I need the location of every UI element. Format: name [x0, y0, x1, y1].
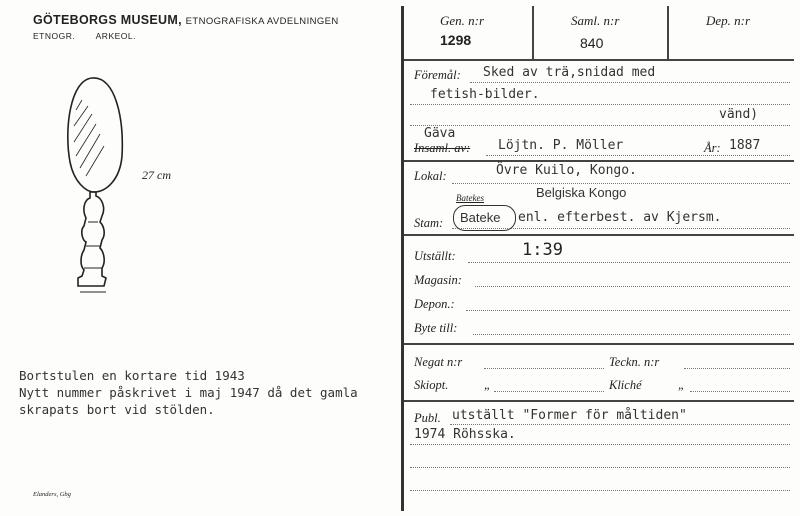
stam-label: Stam: [414, 216, 444, 230]
publ-label: Publ. [414, 411, 441, 425]
header-sep-1 [532, 6, 534, 59]
publ-value-1: utställt "Former för måltiden" [452, 408, 687, 423]
dep-label: Dep. n:r [706, 13, 751, 28]
note-line-2: Nytt nummer påskrivet i maj 1947 då det gamla [19, 385, 358, 400]
section-arkeol: ARKEOL. [95, 31, 136, 41]
publ-value-2: 1974 Röhsska. [414, 427, 516, 442]
section-etnogr: ETNOGR. [33, 31, 76, 41]
header-sep-2 [667, 6, 669, 59]
card-divider [401, 6, 404, 511]
stam-value: Bateke [460, 210, 501, 225]
saml-label: Saml. n:r [571, 13, 620, 28]
foremal-value-2: fetish-bilder. [430, 87, 540, 102]
magasin-label: Magasin: [414, 273, 462, 287]
spoon-handle-figure [78, 192, 106, 286]
insaml-label: Insaml. av: [414, 141, 471, 155]
utstallt-value: 1:39 [522, 240, 563, 260]
spoon-drawing [60, 70, 170, 300]
saml-value: 840 [580, 35, 604, 51]
foremal-label: Föremål: [414, 68, 461, 82]
size-note: 27 cm [142, 168, 171, 182]
teckn-label: Teckn. n:r [609, 355, 660, 369]
foremal-value-1: Sked av trä,snidad med [483, 65, 656, 80]
spoon-bowl [68, 78, 122, 192]
kliche-ditto: „ [678, 378, 685, 392]
note-line-3: skrapats bort vid stölden. [19, 402, 215, 417]
header-rule [404, 59, 794, 61]
depon-label: Depon.: [414, 297, 455, 311]
insaml-gava: Gäva [424, 126, 456, 141]
museum-title [33, 13, 339, 27]
stam-handwritten: Batekes [456, 193, 484, 203]
ar-value: 1887 [729, 138, 761, 153]
negat-label: Negat n:r [414, 355, 463, 369]
lokal-label: Lokal: [414, 169, 447, 183]
skiopt-label: Skiopt. [414, 378, 449, 392]
skiopt-ditto: „ [484, 378, 491, 392]
insaml-value: Löjtn. P. Möller [498, 138, 624, 153]
museum-name: GÖTEBORGS MUSEUM, [33, 13, 182, 27]
ar-label: År: [704, 141, 721, 155]
stam-rest: enl. efterbest. av Kjersm. [518, 210, 722, 225]
gen-label: Gen. n:r [440, 13, 485, 28]
lokal-value-1: Övre Kuilo, Kongo. [496, 163, 637, 178]
utstallt-label: Utställt: [414, 249, 456, 263]
kliche-label: Kliché [609, 378, 642, 392]
foremal-note: vänd) [719, 107, 759, 122]
lokal-value-2: Belgiska Kongo [536, 185, 627, 200]
note-line-1: Bortstulen en kortare tid 1943 [19, 368, 245, 383]
printer-mark: Elanders, Gbg [33, 491, 71, 498]
byte-label: Byte till: [414, 321, 458, 335]
museum-department: ETNOGRAFISKA AVDELNINGEN [185, 16, 339, 27]
gen-value: 1298 [440, 32, 472, 48]
museum-sections [33, 31, 154, 41]
